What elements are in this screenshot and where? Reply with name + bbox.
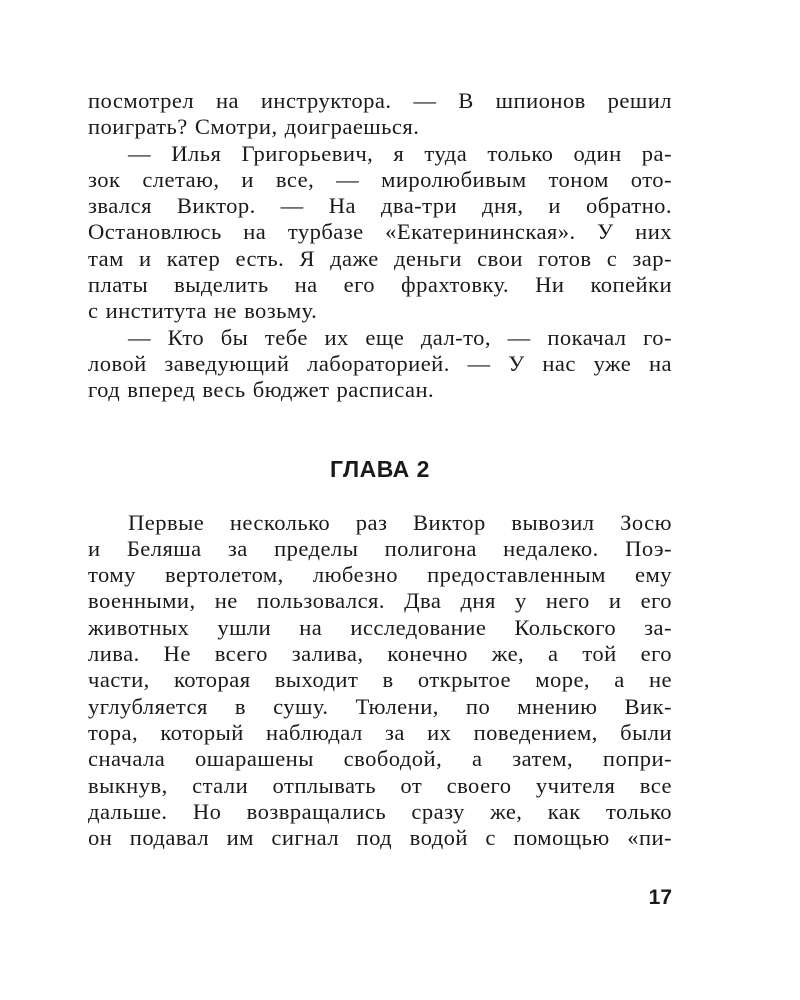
text-line: лива. Не всего залива, конечно же, а той его — [88, 641, 672, 667]
text-line: зок слетаю, и все, — миролюбивым тоном ото- — [88, 166, 672, 192]
book-page — [88, 88, 672, 851]
text-line: звался Виктор. — На два-три дня, и обратно. — [88, 193, 672, 219]
page-number: 17 — [648, 886, 672, 909]
text-line: военными, не пользовался. Два дня у него и его — [88, 588, 672, 614]
text-line: дальше. Но возвращались сразу же, как только — [88, 798, 672, 824]
text-line: тому вертолетом, любезно предоставленным ему — [88, 562, 672, 588]
text-line: там и катер есть. Я даже деньги свои готов с зар- — [88, 245, 672, 271]
text-line: Остановлюсь на турбазе «Екатерининская». У них — [88, 219, 672, 245]
text-line: — Кто бы тебе их еще дал-то, — покачал го- — [128, 324, 672, 350]
text-line: с института не возьму. — [88, 298, 318, 324]
text-line: он подавал им сигнал под водой с помощью «пи- — [88, 825, 672, 851]
text-line: углубляется в сушу. Тюлени, по мнению Вик- — [88, 693, 672, 719]
text-line: год вперед весь бюджет расписан. — [88, 377, 435, 403]
text-line: части, которая выходит в открытое море, а не — [88, 667, 672, 693]
text-line: посмотрел на инструктора. — В шпионов решил — [88, 88, 672, 113]
text-line: ловой заведующий лабораторией. — У нас уже на — [88, 350, 672, 376]
text-line: выкнув, стали отплывать от своего учителя все — [88, 772, 672, 798]
text-line: платы выделить на его фрахтовку. Ни копейки — [88, 272, 672, 298]
text-line: Первые несколько раз Виктор вывозил Зосю — [128, 509, 672, 535]
text-line: сначала ошарашены свободой, а затем, попри- — [88, 746, 672, 772]
text-line: — Илья Григорьевич, я туда только один ра- — [128, 140, 672, 166]
text-line: и Беляша за пределы полигона недалеко. Поэ- — [88, 535, 672, 561]
text-line: поиграть? Смотри, доиграешься. — [88, 114, 420, 140]
text-line: тора, который наблюдал за их поведением, были — [88, 719, 672, 745]
text-block-after-chapter — [88, 510, 672, 852]
text-block-before-chapter — [88, 88, 672, 404]
chapter-title: ГЛАВА 2 — [330, 455, 430, 482]
text-line: животных ушли на исследование Кольского за- — [88, 614, 672, 640]
